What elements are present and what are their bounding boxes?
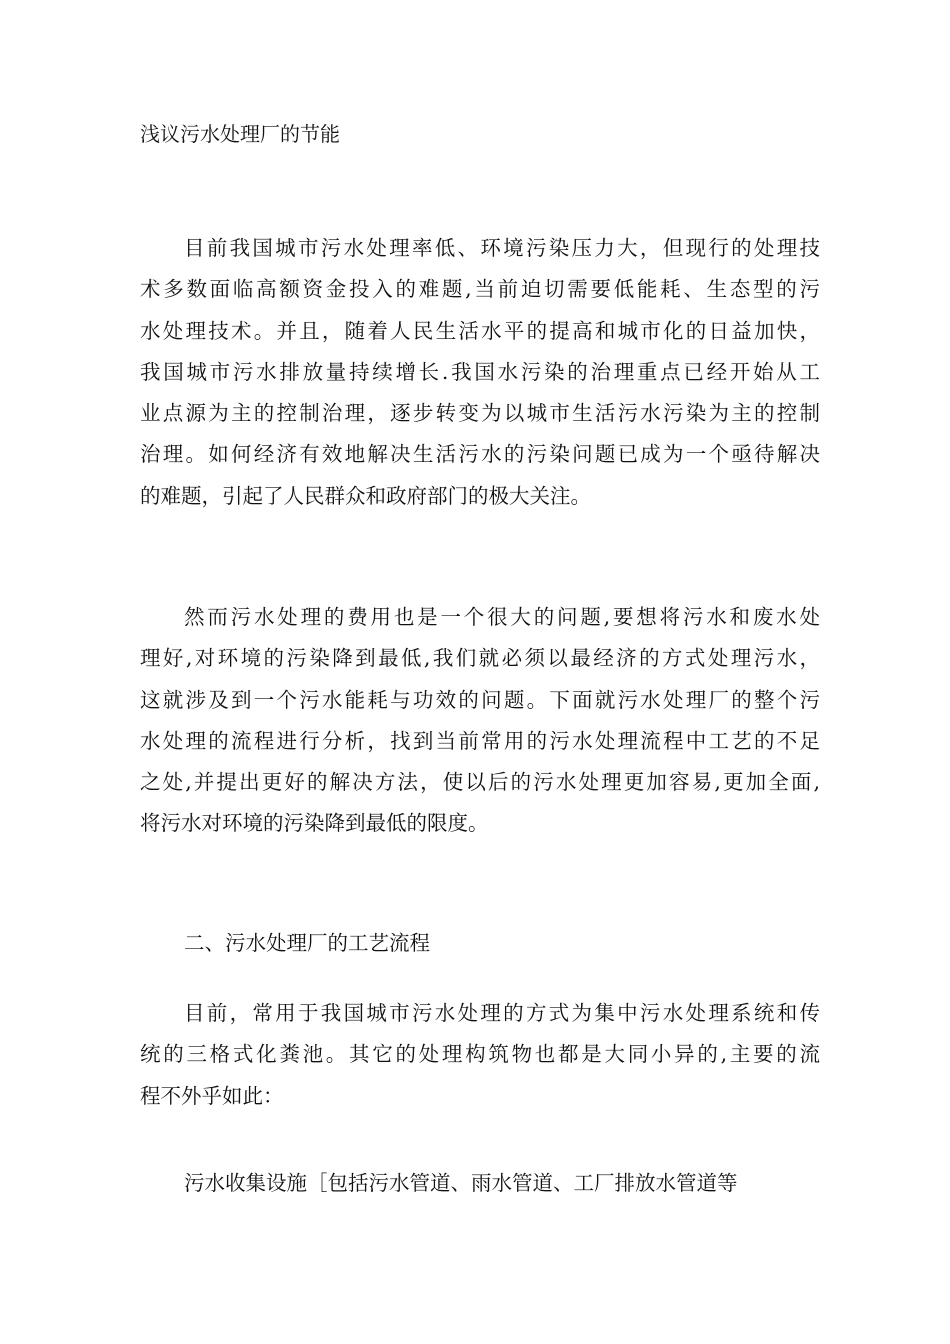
text-line: 治理。如何经济有效地解决生活污水的污染问题已成为一个亟待解决: [140, 442, 820, 467]
paragraph-process: [140, 993, 820, 1117]
paragraph-collection: [140, 1163, 820, 1204]
text-line: 这就涉及到一个污水能耗与功效的问题。下面就污水处理厂的整个污: [140, 687, 820, 712]
text-line: 目前，常用于我国城市污水处理的方式为集中污水处理系统和传: [184, 1001, 820, 1025]
document-title: 浅议污水处理厂的节能: [140, 122, 340, 146]
paragraph-cost: [140, 597, 820, 845]
text-line: 之处,并提出更好的解决方法，使以后的污水处理更加容易,更加全面,: [140, 770, 820, 795]
text-line: 污水收集设施［包括污水管道、雨水管道、工厂排放水管道等: [184, 1171, 738, 1195]
text-line: 水处理技术。并且，随着人民生活水平的提高和城市化的日益加快，: [140, 318, 820, 343]
text-line: 程不外乎如此：: [140, 1083, 284, 1108]
text-line: 术多数面临高额资金投入的难题,当前迫切需要低能耗、生态型的污: [140, 277, 820, 302]
text-line: 的难题，引起了人民群众和政府部门的极大关注。: [140, 483, 591, 508]
text-line: 理好,对环境的污染降到最低,我们就必须以最经济的方式处理污水，: [140, 646, 820, 671]
text-line: 统的三格式化粪池。其它的处理构筑物也都是大同小异的,主要的流: [140, 1042, 820, 1067]
text-line: 水处理的流程进行分析，找到当前常用的污水处理流程中工艺的不足: [140, 728, 820, 753]
text-line: 然而污水处理的费用也是一个很大的问题,要想将污水和废水处: [184, 605, 820, 629]
text-line: 目前我国城市污水处理率低、环境污染压力大，但现行的处理技: [184, 236, 820, 260]
text-line: 我国城市污水排放量持续增长.我国水污染的治理重点已经开始从工: [140, 359, 820, 384]
section-heading: [140, 923, 820, 964]
paragraph-intro: [140, 228, 820, 517]
text-line: 将污水对环境的污染降到最低的限度。: [140, 811, 489, 836]
section-heading-text: 二、污水处理厂的工艺流程: [184, 931, 430, 955]
text-line: 业点源为主的控制治理，逐步转变为以城市生活污水污染为主的控制: [140, 401, 820, 426]
